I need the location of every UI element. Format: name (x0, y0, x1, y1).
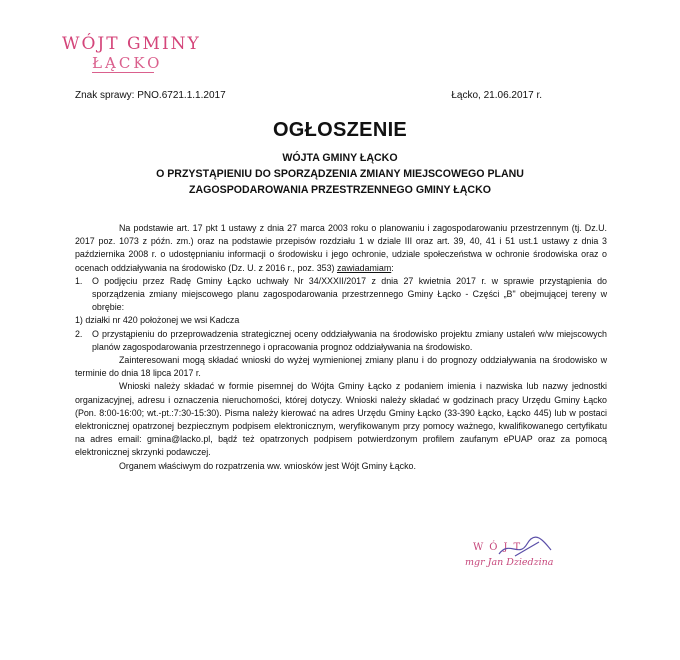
document-title: OGŁOSZENIE (272, 119, 408, 141)
form-paragraph: Wnioski należy składać w formie pisemnej do Wójta Gminy Łącko z podaniem imienia i nazwiska lub nazwy jednostki organizacyjnej, adresu i oznaczenia nieruchomości, której dotyczy. Wnioski należy składać w godzinach pracy Urzędu Gminy Łącko (Pon. 8:00-16:00; wt.-pt.:7:30-15:30). Pisma należy kierować na adres Urzędu Gminy Łącko (33-390 Łącko, Łącko 445) lub w postaci elektronicznej opatrzonej bezpiecznym podpisem elektronicznym, weryfikowanym przy pomocy ważnego, kwalifikowanego certyfikatu na adres email: gmina@lacko.pl, bądź też opatrzonych podpisem potwierdzonym profilem zaufanym ePUAP oraz za pomocą elektronicznej skrzynki podawczej. (75, 381, 607, 458)
list-item-2 (75, 328, 607, 354)
office-stamp (62, 34, 201, 73)
list-text-2: O przystąpieniu do przeprowadzenia strategicznej oceny oddziaływania na środowisko projektu zmiany ustaleń w/w miejscowych planów zagospodarowania przestrzennego i opracowania prognoz oddziaływania na środowisko. (92, 328, 607, 352)
document-subtitle (0, 150, 680, 198)
case-number: Znak sprawy: PNO.6721.1.1.2017 (75, 90, 226, 101)
intro-text: Na podstawie art. 17 pkt 1 ustawy z dnia 27 marca 2003 roku o planowaniu i zagospodarowaniu przestrzennym (tj. Dz.U. 2017 poz. 1073 z późn. zm.) oraz na podstawie przepisów rozdziału 1 w dziale III oraz art. 39, 40, 41 i 51 ust.1 ustawy z dnia 3 października 2008 r. o udostępnianiu informacji o środowisku i jego ochronie, udziale społeczeństwa w ochronie środowiska oraz o ocenach oddziaływania na środowisko (Dz. U. z 2016 r., poz. 353) (75, 223, 607, 273)
place-date: Łącko, 21.06.2017 r. (451, 90, 542, 101)
document-body (75, 222, 607, 473)
stamp-line-1: WÓJT GMINY (62, 34, 201, 54)
intro-underlined: zawiadamiam (336, 262, 392, 273)
stamp-line-2: ŁĄCKO (92, 54, 163, 73)
intro-end: : (391, 262, 394, 273)
list-text-1: O podjęciu przez Radę Gminy Łącko uchwały Nr 34/XXXII/2017 z dnia 27 kwietnia 2017 r. w sprawie przystąpienia do sporządzenia zmiany miejscowego planu zagospodarowania przestrzennego Gminy Łącko - Części „B" obejmującej tereny w obrębie: (92, 275, 607, 313)
signature-title: WÓJT (473, 542, 527, 553)
list-item-1 (75, 275, 607, 315)
subtitle-line-1: WÓJTA GMINY ŁĄCKO (282, 152, 398, 164)
subtitle-line-3: ZAGOSPODAROWANIA PRZESTRZENNEGO GMINY ŁĄCKO (189, 184, 491, 196)
signature-name: mgr Jan Dziedzina (465, 557, 554, 568)
intro-paragraph (75, 222, 607, 275)
list-number-2: 2. (75, 328, 83, 339)
submissions-paragraph: Zainteresowani mogą składać wnioski do wyżej wymienionej zmiany planu i do prognozy oddziaływania na środowisko w terminie do dnia 18 lipca 2017 r. (75, 355, 607, 379)
list-number-1: 1. (75, 275, 83, 286)
list-subitem-1: 1) działki nr 420 położonej we wsi Kadcza (75, 315, 240, 326)
subtitle-line-2: O PRZYSTĄPIENIU DO SPORZĄDZENIA ZMIANY MIEJSCOWEGO PLANU (156, 168, 524, 180)
handwritten-signature-icon (495, 536, 555, 562)
authority-paragraph: Organem właściwym do rozpatrzenia ww. wniosków jest Wójt Gminy Łącko. (119, 460, 416, 471)
signature-block (455, 542, 575, 568)
